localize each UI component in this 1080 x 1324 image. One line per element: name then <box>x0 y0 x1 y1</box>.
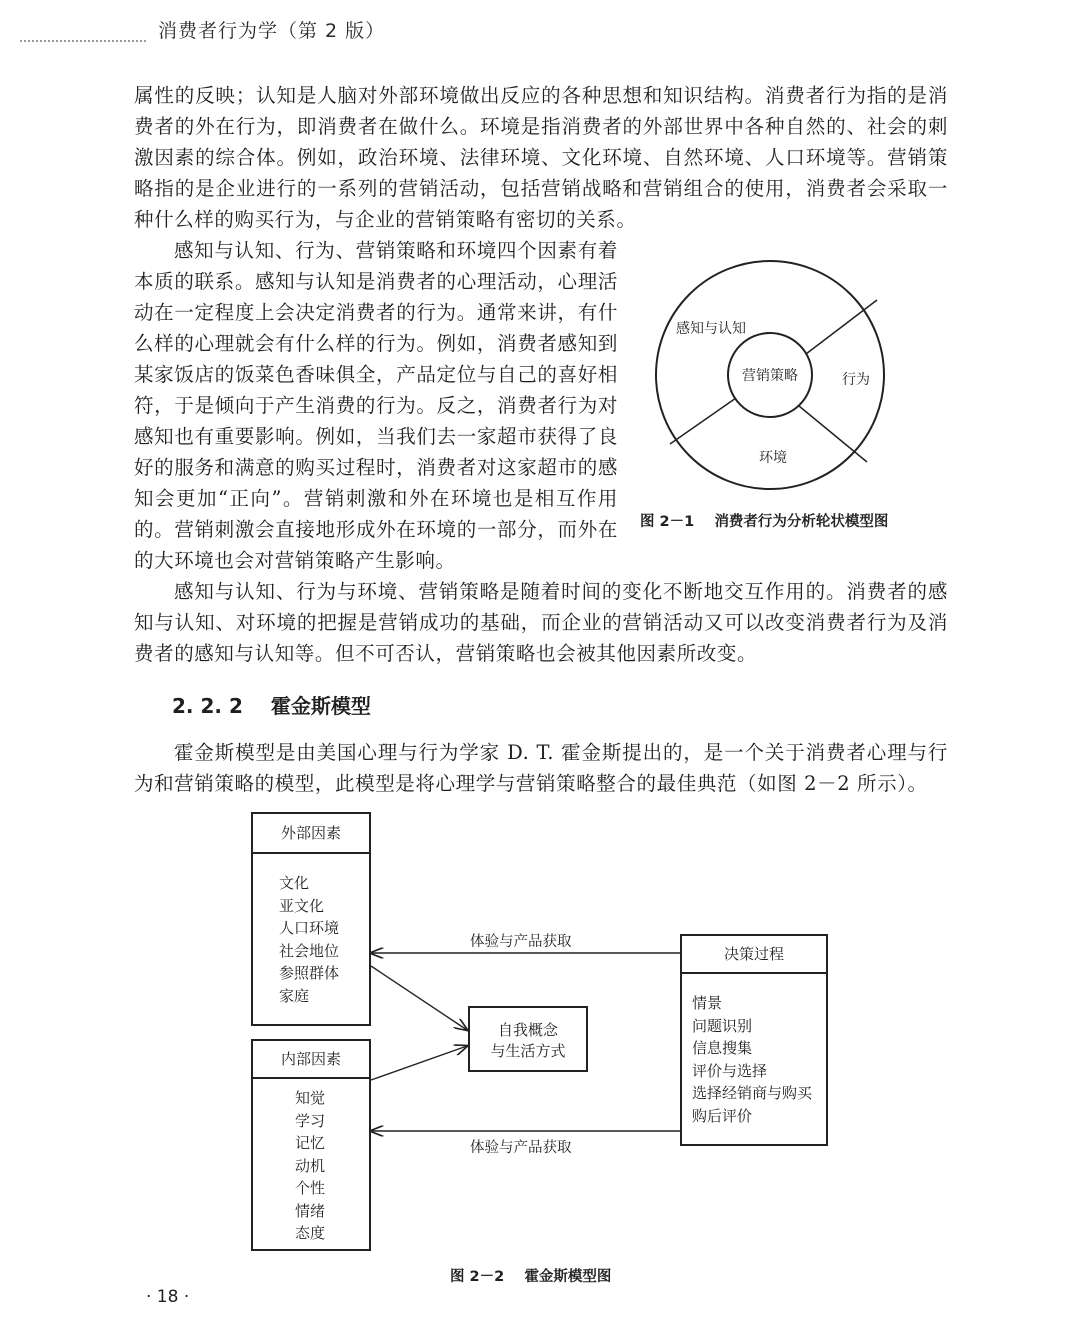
paragraph-2: 感知与认知、行为、营销策略和环境四个因素有着本质的联系。感知与认知是消费者的心理活动，心理活动在一定程度上会决定消费者的行为。通常来讲，有什么样的心理就会有什么样的行为。例如，消费者感知到某家饭店的饭菜色香味俱全，产品定位与自己的喜好相符，于是倾向于产生消费的行为。反之，消费者行为对感知也有重要影响。例如，当我们去一家超市获得了良好的服务和满意的购买过程时，消费者对这家超市的感知会更加“正向”。营销刺激和外在环境也是相互作用的。营销刺激会直接地形成外在环境的一部分，而外在的大环境也会对营销策略产生影响。 <box>134 239 618 572</box>
figure-2-2-caption-text: 霍金斯模型图 <box>524 1269 612 1285</box>
decision-process-title: 决策过程 <box>682 936 826 974</box>
list-item: 情绪 <box>295 1201 326 1220</box>
section-title: 霍金斯模型 <box>270 694 371 718</box>
self-concept-line1: 自我概念 <box>497 1021 558 1039</box>
list-item: 信息搜集 <box>692 1039 753 1057</box>
list-item: 个性 <box>295 1179 326 1197</box>
list-item: 情景 <box>692 994 723 1012</box>
list-item: 知觉 <box>295 1089 326 1107</box>
page-number: · 18 · <box>146 1287 190 1307</box>
list-item: 家庭 <box>279 986 310 1005</box>
paragraph-4: 霍金斯模型是由美国心理与行为学家 D. T. 霍金斯提出的，是一个关于消费者心理与行为和营销策略的模型，此模型是将心理学与营销策略整合的最佳典范（如图 2－2 所示）。 <box>134 741 948 795</box>
list-item: 文化 <box>279 874 310 892</box>
wheel-label-behavior: 行为 <box>842 372 870 388</box>
internal-factors-list <box>253 1079 369 1245</box>
figure-2-1-caption-text: 消费者行为分析轮状模型图 <box>714 514 889 530</box>
external-factors-box <box>251 812 371 1026</box>
list-item: 参照群体 <box>279 964 340 982</box>
list-item: 动机 <box>295 1156 326 1175</box>
list-item: 购后评价 <box>692 1106 753 1125</box>
arrow-top-label: 体验与产品获取 <box>470 934 572 950</box>
wheel-label-environment: 环境 <box>759 450 787 466</box>
list-item: 人口环境 <box>279 919 340 937</box>
internal-factors-box <box>251 1039 371 1251</box>
self-concept-box <box>468 1006 588 1072</box>
paragraph-3: 感知与认知、行为与环境、营销策略是随着时间的变化不断地交互作用的。消费者的感知与认知、对环境的把握是营销成功的基础，而企业的营销活动又可以改变消费者行为及消费者的感知与认知等。但不可否认，营销策略也会被其他因素所改变。 <box>134 580 948 665</box>
figure-2-2-caption-number: 图 2－2 <box>450 1269 505 1285</box>
wheel-label-marketing: 营销策略 <box>742 368 798 384</box>
section-number: 2. 2. 2 <box>172 694 243 718</box>
list-item: 学习 <box>295 1111 326 1130</box>
figure-2-1-caption-number: 图 2－1 <box>640 514 695 530</box>
list-item: 态度 <box>295 1224 326 1242</box>
decision-process-list <box>682 974 826 1127</box>
arrow-external-to-self <box>371 966 467 1030</box>
list-item: 问题识别 <box>692 1016 753 1035</box>
decision-process-box <box>680 934 828 1146</box>
running-header-title: 消费者行为学（第 2 版） <box>158 20 386 42</box>
list-item: 记忆 <box>295 1134 326 1152</box>
external-factors-title: 外部因素 <box>253 814 369 854</box>
arrow-internal-to-self <box>371 1046 467 1080</box>
list-item: 评价与选择 <box>692 1061 768 1080</box>
wheel-label-perception: 感知与认知 <box>676 321 746 337</box>
list-item: 亚文化 <box>279 896 325 915</box>
list-item: 选择经销商与购买 <box>692 1084 813 1102</box>
paragraph-1: 属性的反映；认知是人脑对外部环境做出反应的各种思想和知识结构。消费者行为指的是消费者的外在行为，即消费者在做什么。环境是指消费者的外部世界中各种自然的、社会的刺激因素的综合体。例如，政治环境、法律环境、文化环境、自然环境、人口环境等。营销策略指的是企业进行的一系列的营销活动，包括营销战略和营销组合的使用，消费者会采取一种什么样的购买行为，与企业的营销策略有密切的关系。 <box>134 84 948 231</box>
self-concept-line2: 与生活方式 <box>490 1042 566 1060</box>
list-item: 社会地位 <box>279 941 340 960</box>
internal-factors-title: 内部因素 <box>253 1041 369 1079</box>
figure-2-2-caption <box>450 1265 611 1286</box>
external-factors-list <box>253 854 369 1007</box>
arrow-bottom-label: 体验与产品获取 <box>470 1140 572 1156</box>
